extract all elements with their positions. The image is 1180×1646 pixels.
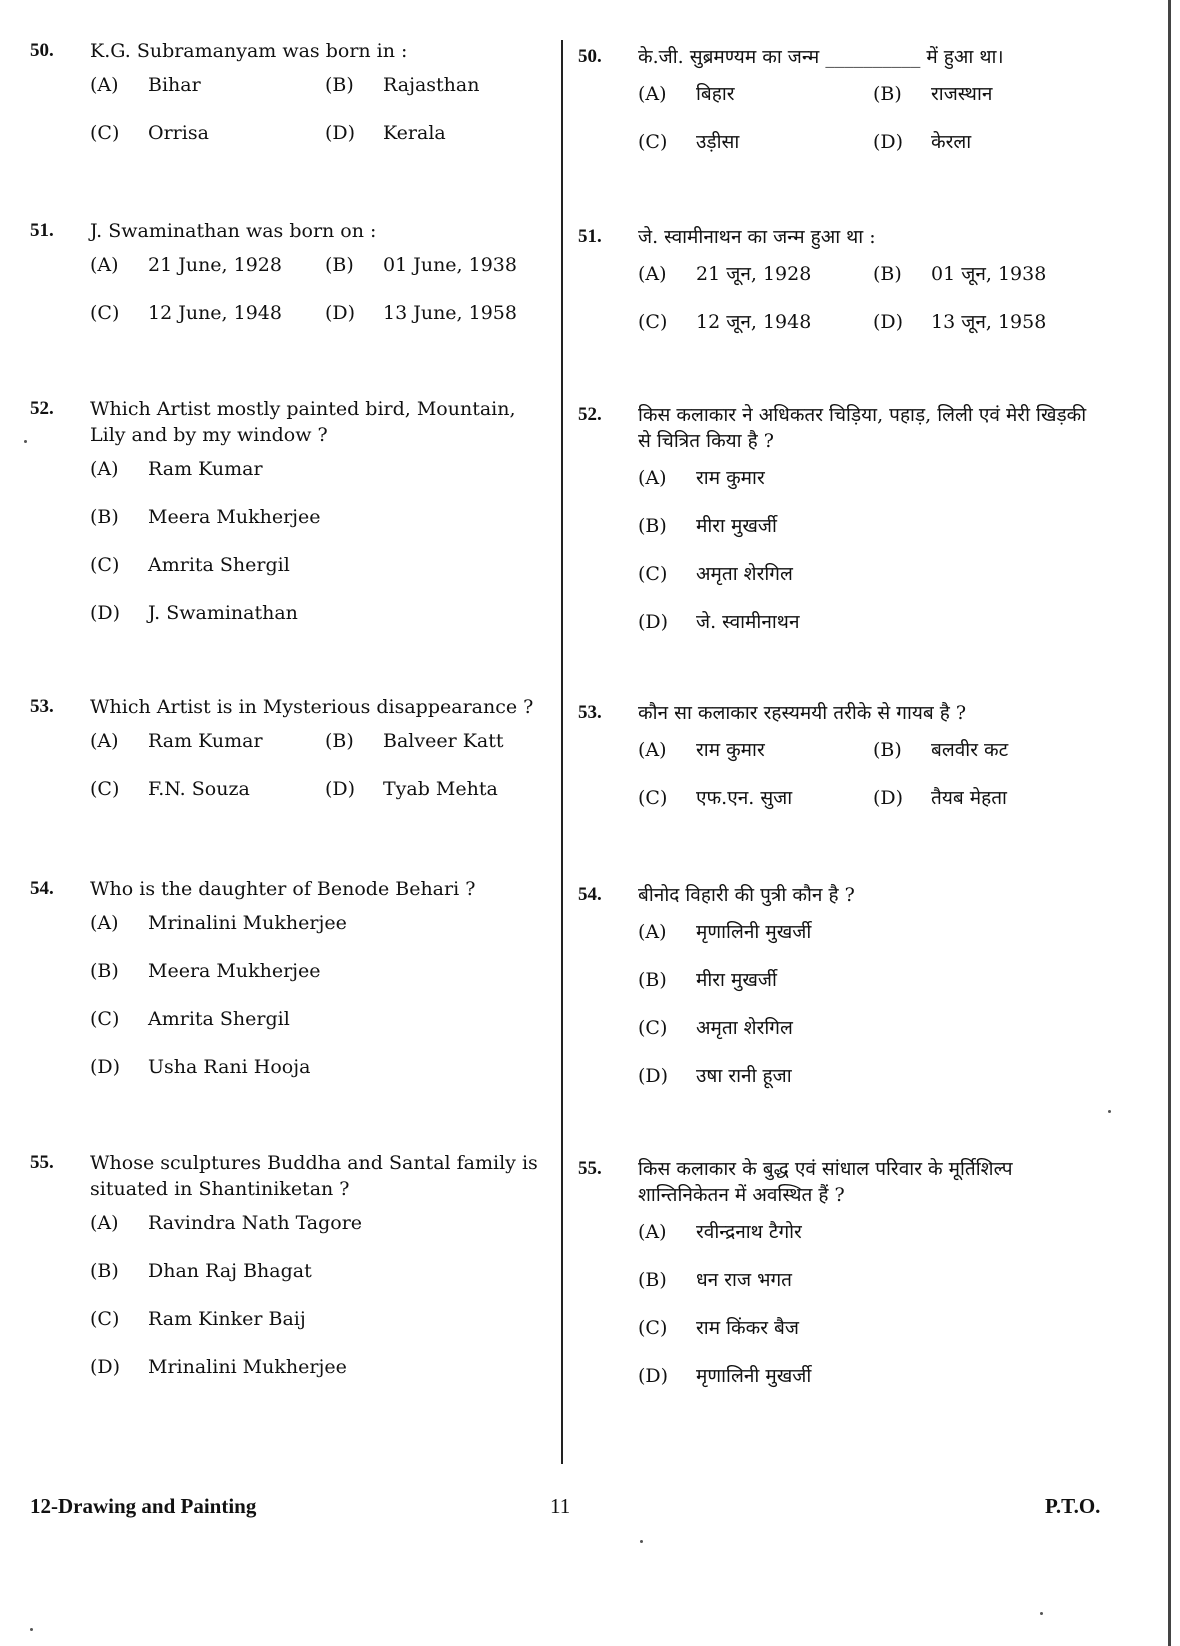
option-text: Ravindra Nath Tagore (148, 1212, 363, 1234)
option-label: (D) (873, 311, 904, 333)
question-text: जे. स्वामीनाथन का जन्म हुआ था : (638, 226, 876, 248)
option-a (90, 912, 347, 934)
option-text: बिहार (696, 83, 735, 105)
option-text: उड़ीसा (696, 131, 740, 153)
option-label: (A) (638, 739, 667, 761)
option-text: Kerala (383, 122, 446, 144)
option-text: जे. स्वामीनाथन (696, 611, 800, 633)
option-text: मृणालिनी मुखर्जी (696, 921, 812, 943)
option-label: (D) (638, 611, 669, 633)
option-b (638, 512, 777, 538)
option-label: (A) (90, 730, 119, 752)
question-text: J. Swaminathan was born on : (90, 220, 377, 242)
option-text: मृणालिनी मुखर्जी (696, 1365, 812, 1387)
option-c (90, 1308, 306, 1330)
option-b (873, 736, 1008, 762)
option-b (873, 260, 1046, 286)
option-row (30, 244, 550, 292)
scan-speck (1040, 1612, 1043, 1615)
option-label: (C) (638, 131, 668, 153)
option-label: (D) (325, 122, 356, 144)
option-b (90, 1260, 312, 1282)
option-b (325, 254, 517, 276)
option-text: Orrisa (148, 122, 209, 144)
en-question-52 (30, 396, 550, 640)
option-label: (B) (90, 506, 119, 528)
option-text: अमृता शेरगिल (696, 563, 793, 585)
option-row (578, 726, 1098, 774)
option-label: (B) (325, 730, 354, 752)
option-label: (A) (90, 458, 119, 480)
question-line (30, 694, 550, 720)
option-text: Ram Kinker Baij (148, 1308, 306, 1330)
hi-question-50 (578, 44, 1098, 166)
option-row (578, 1052, 1098, 1100)
option-text: राजस्थान (931, 83, 993, 105)
option-d (90, 602, 298, 624)
option-b (90, 506, 321, 528)
scan-speck (30, 1628, 33, 1631)
option-row (578, 774, 1098, 822)
question-text: Which Artist is in Mysterious disappearance ? (90, 696, 534, 718)
option-row (30, 64, 550, 112)
option-text: राम कुमार (696, 739, 765, 761)
option-label: (B) (325, 254, 354, 276)
option-label: (C) (638, 787, 668, 809)
option-label: (A) (90, 1212, 119, 1234)
question-text: Who is the daughter of Benode Behari ? (90, 878, 476, 900)
option-label: (C) (638, 1317, 668, 1339)
option-text: राम कुमार (696, 467, 765, 489)
option-text: Dhan Raj Bhagat (148, 1260, 312, 1282)
option-row (578, 298, 1098, 346)
scan-speck (1108, 1110, 1111, 1113)
option-d (90, 1356, 347, 1378)
en-question-55 (30, 1150, 550, 1394)
option-row (578, 1208, 1098, 1256)
footer-pto: P.T.O. (1045, 1494, 1101, 1518)
option-label: (A) (638, 263, 667, 285)
question-line (578, 44, 1098, 70)
en-question-53 (30, 694, 550, 816)
option-a (90, 254, 282, 276)
question-number: 53. (30, 696, 54, 717)
option-label: (A) (638, 921, 667, 943)
question-line (30, 218, 550, 244)
option-text: बलवीर कट (931, 739, 1009, 761)
question-line (30, 876, 550, 902)
question-text: कौन सा कलाकार रहस्यमयी तरीके से गायब है ? (638, 702, 967, 724)
option-row (30, 496, 550, 544)
option-text: Balveer Katt (383, 730, 504, 752)
question-line (578, 882, 1098, 908)
option-c (638, 1014, 793, 1040)
option-b (638, 966, 777, 992)
option-text: Usha Rani Hooja (148, 1056, 311, 1078)
option-c (90, 122, 209, 144)
option-text: Ram Kumar (148, 458, 263, 480)
option-label: (B) (873, 739, 902, 761)
en-question-50 (30, 38, 550, 160)
option-text: 13 जून, 1958 (931, 311, 1047, 333)
option-row (578, 250, 1098, 298)
option-a (638, 736, 765, 762)
question-text: के.जी. सुब्रमण्यम का जन्म __________ में हुआ था। (638, 46, 1004, 68)
option-label: (D) (873, 131, 904, 153)
question-number: 51. (30, 220, 54, 241)
question-line (578, 1156, 1098, 1208)
option-text: 13 June, 1958 (383, 302, 517, 324)
scan-speck (24, 440, 27, 443)
option-label: (C) (638, 1017, 668, 1039)
option-b (873, 80, 992, 106)
option-label: (C) (90, 122, 120, 144)
option-row (578, 550, 1098, 598)
option-d (638, 608, 800, 634)
option-row (578, 1304, 1098, 1352)
option-label: (B) (638, 1269, 667, 1291)
footer-page-number: 11 (550, 1494, 571, 1518)
option-row (30, 902, 550, 950)
option-a (90, 730, 263, 752)
option-b (325, 730, 504, 752)
option-label: (B) (873, 263, 902, 285)
option-text: Bihar (148, 74, 201, 96)
option-text: अमृता शेरगिल (696, 1017, 793, 1039)
option-label: (C) (638, 311, 668, 333)
question-number: 55. (30, 1152, 54, 1173)
option-label: (D) (90, 1056, 121, 1078)
option-c (638, 1314, 799, 1340)
option-row (578, 1256, 1098, 1304)
question-line (578, 224, 1098, 250)
option-row (30, 1046, 550, 1094)
option-d (873, 784, 1007, 810)
question-text: बीनोद विहारी की पुत्री कौन है ? (638, 884, 855, 906)
option-label: (C) (90, 1008, 120, 1030)
option-d (325, 122, 446, 144)
option-c (638, 308, 811, 334)
option-text: Meera Mukherjee (148, 960, 321, 982)
option-row (30, 720, 550, 768)
option-text: तैयब मेहता (931, 787, 1007, 809)
question-line (578, 700, 1098, 726)
question-number: 54. (578, 884, 602, 905)
option-text: 01 June, 1938 (383, 254, 517, 276)
question-number: 52. (30, 398, 54, 419)
option-row (30, 1202, 550, 1250)
option-row (578, 1352, 1098, 1400)
option-text: Meera Mukherjee (148, 506, 321, 528)
option-text: Rajasthan (383, 74, 480, 96)
option-text: 12 जून, 1948 (696, 311, 812, 333)
question-number: 54. (30, 878, 54, 899)
option-row (578, 908, 1098, 956)
page-edge-line (1168, 0, 1171, 1646)
option-text: 12 June, 1948 (148, 302, 282, 324)
option-d (325, 778, 498, 800)
option-c (90, 778, 250, 800)
question-text: Whose sculptures Buddha and Santal family is situated in Shantiniketan ? (90, 1152, 538, 1200)
option-text: 01 जून, 1938 (931, 263, 1047, 285)
question-text: किस कलाकार ने अधिकतर चिड़िया, पहाड़, लिली एवं मेरी खिड़की से चित्रित किया है ? (638, 404, 1087, 452)
question-text: किस कलाकार के बुद्ध एवं सांधाल परिवार के मूर्तिशिल्प शान्तिनिकेतन में अवस्थित हैं ? (638, 1158, 1013, 1206)
question-text: K.G. Subramanyam was born in : (90, 40, 408, 62)
column-divider (561, 40, 563, 1464)
option-text: मीरा मुखर्जी (696, 969, 777, 991)
option-text: 21 जून, 1928 (696, 263, 812, 285)
option-c (638, 784, 792, 810)
option-label: (B) (873, 83, 902, 105)
option-row (30, 768, 550, 816)
option-text: एफ.एन. सुजा (696, 787, 793, 809)
option-label: (D) (638, 1365, 669, 1387)
option-row (30, 292, 550, 340)
option-label: (A) (638, 1221, 667, 1243)
option-text: 21 June, 1928 (148, 254, 282, 276)
option-label: (C) (90, 554, 120, 576)
option-c (638, 128, 739, 154)
option-text: Amrita Shergil (148, 554, 290, 576)
hi-question-55 (578, 1156, 1098, 1400)
option-text: Mrinalini Mukherjee (148, 912, 347, 934)
option-label: (B) (90, 960, 119, 982)
option-a (90, 1212, 362, 1234)
option-row (30, 544, 550, 592)
option-label: (D) (325, 778, 356, 800)
question-text: Which Artist mostly painted bird, Mountain, Lily and by my window ? (90, 398, 516, 446)
hi-question-54 (578, 882, 1098, 1100)
option-label: (B) (90, 1260, 119, 1282)
option-label: (C) (90, 778, 120, 800)
option-text: केरला (931, 131, 972, 153)
question-number: 50. (578, 46, 602, 67)
question-number: 51. (578, 226, 602, 247)
option-row (30, 1346, 550, 1394)
option-d (90, 1056, 310, 1078)
option-row (30, 998, 550, 1046)
question-line (578, 402, 1098, 454)
option-label: (D) (873, 787, 904, 809)
option-b (638, 1266, 792, 1292)
option-text: F.N. Souza (148, 778, 250, 800)
question-line (30, 1150, 550, 1202)
question-number: 50. (30, 40, 54, 61)
option-label: (A) (90, 912, 119, 934)
option-label: (D) (90, 1356, 121, 1378)
option-a (90, 458, 263, 480)
option-b (325, 74, 479, 96)
question-number: 53. (578, 702, 602, 723)
option-label: (C) (90, 302, 120, 324)
option-text: Amrita Shergil (148, 1008, 290, 1030)
option-a (638, 260, 811, 286)
hi-question-53 (578, 700, 1098, 822)
option-b (90, 960, 321, 982)
option-row (30, 1250, 550, 1298)
option-row (30, 112, 550, 160)
option-label: (C) (90, 1308, 120, 1330)
option-text: उषा रानी हूजा (696, 1065, 792, 1087)
option-a (638, 80, 735, 106)
question-number: 52. (578, 404, 602, 425)
option-label: (A) (90, 254, 119, 276)
option-a (638, 918, 811, 944)
option-label: (D) (90, 602, 121, 624)
hi-question-51 (578, 224, 1098, 346)
option-label: (B) (325, 74, 354, 96)
option-a (638, 464, 765, 490)
option-d (873, 308, 1046, 334)
option-text: J. Swaminathan (148, 602, 298, 624)
hi-question-52 (578, 402, 1098, 646)
en-question-54 (30, 876, 550, 1094)
option-text: राम किंकर बैज (696, 1317, 799, 1339)
option-label: (D) (638, 1065, 669, 1087)
option-row (30, 1298, 550, 1346)
option-label: (A) (90, 74, 119, 96)
option-d (873, 128, 971, 154)
footer-subject: 12-Drawing and Painting (30, 1494, 257, 1518)
option-text: रवीन्द्रनाथ टैगोर (696, 1221, 802, 1243)
option-text: Ram Kumar (148, 730, 263, 752)
question-line (30, 396, 550, 448)
option-row (30, 592, 550, 640)
option-row (578, 956, 1098, 1004)
option-c (90, 554, 290, 576)
option-label: (B) (638, 515, 667, 537)
option-a (638, 1218, 802, 1244)
en-question-51 (30, 218, 550, 340)
option-text: मीरा मुखर्जी (696, 515, 777, 537)
option-c (638, 560, 793, 586)
option-row (30, 448, 550, 496)
option-row (578, 598, 1098, 646)
scan-speck (640, 1540, 643, 1543)
option-label: (B) (638, 969, 667, 991)
option-d (638, 1362, 811, 1388)
option-text: Tyab Mehta (383, 778, 498, 800)
option-row (578, 70, 1098, 118)
option-d (325, 302, 517, 324)
option-row (578, 1004, 1098, 1052)
option-text: Mrinalini Mukherjee (148, 1356, 347, 1378)
option-a (90, 74, 201, 96)
option-row (578, 454, 1098, 502)
option-row (578, 118, 1098, 166)
option-label: (D) (325, 302, 356, 324)
question-number: 55. (578, 1158, 602, 1179)
option-label: (A) (638, 467, 667, 489)
option-row (30, 950, 550, 998)
option-label: (C) (638, 563, 668, 585)
question-line (30, 38, 550, 64)
option-c (90, 1008, 290, 1030)
option-row (578, 502, 1098, 550)
option-c (90, 302, 282, 324)
option-label: (A) (638, 83, 667, 105)
option-d (638, 1062, 792, 1088)
option-text: धन राज भगत (696, 1269, 792, 1291)
